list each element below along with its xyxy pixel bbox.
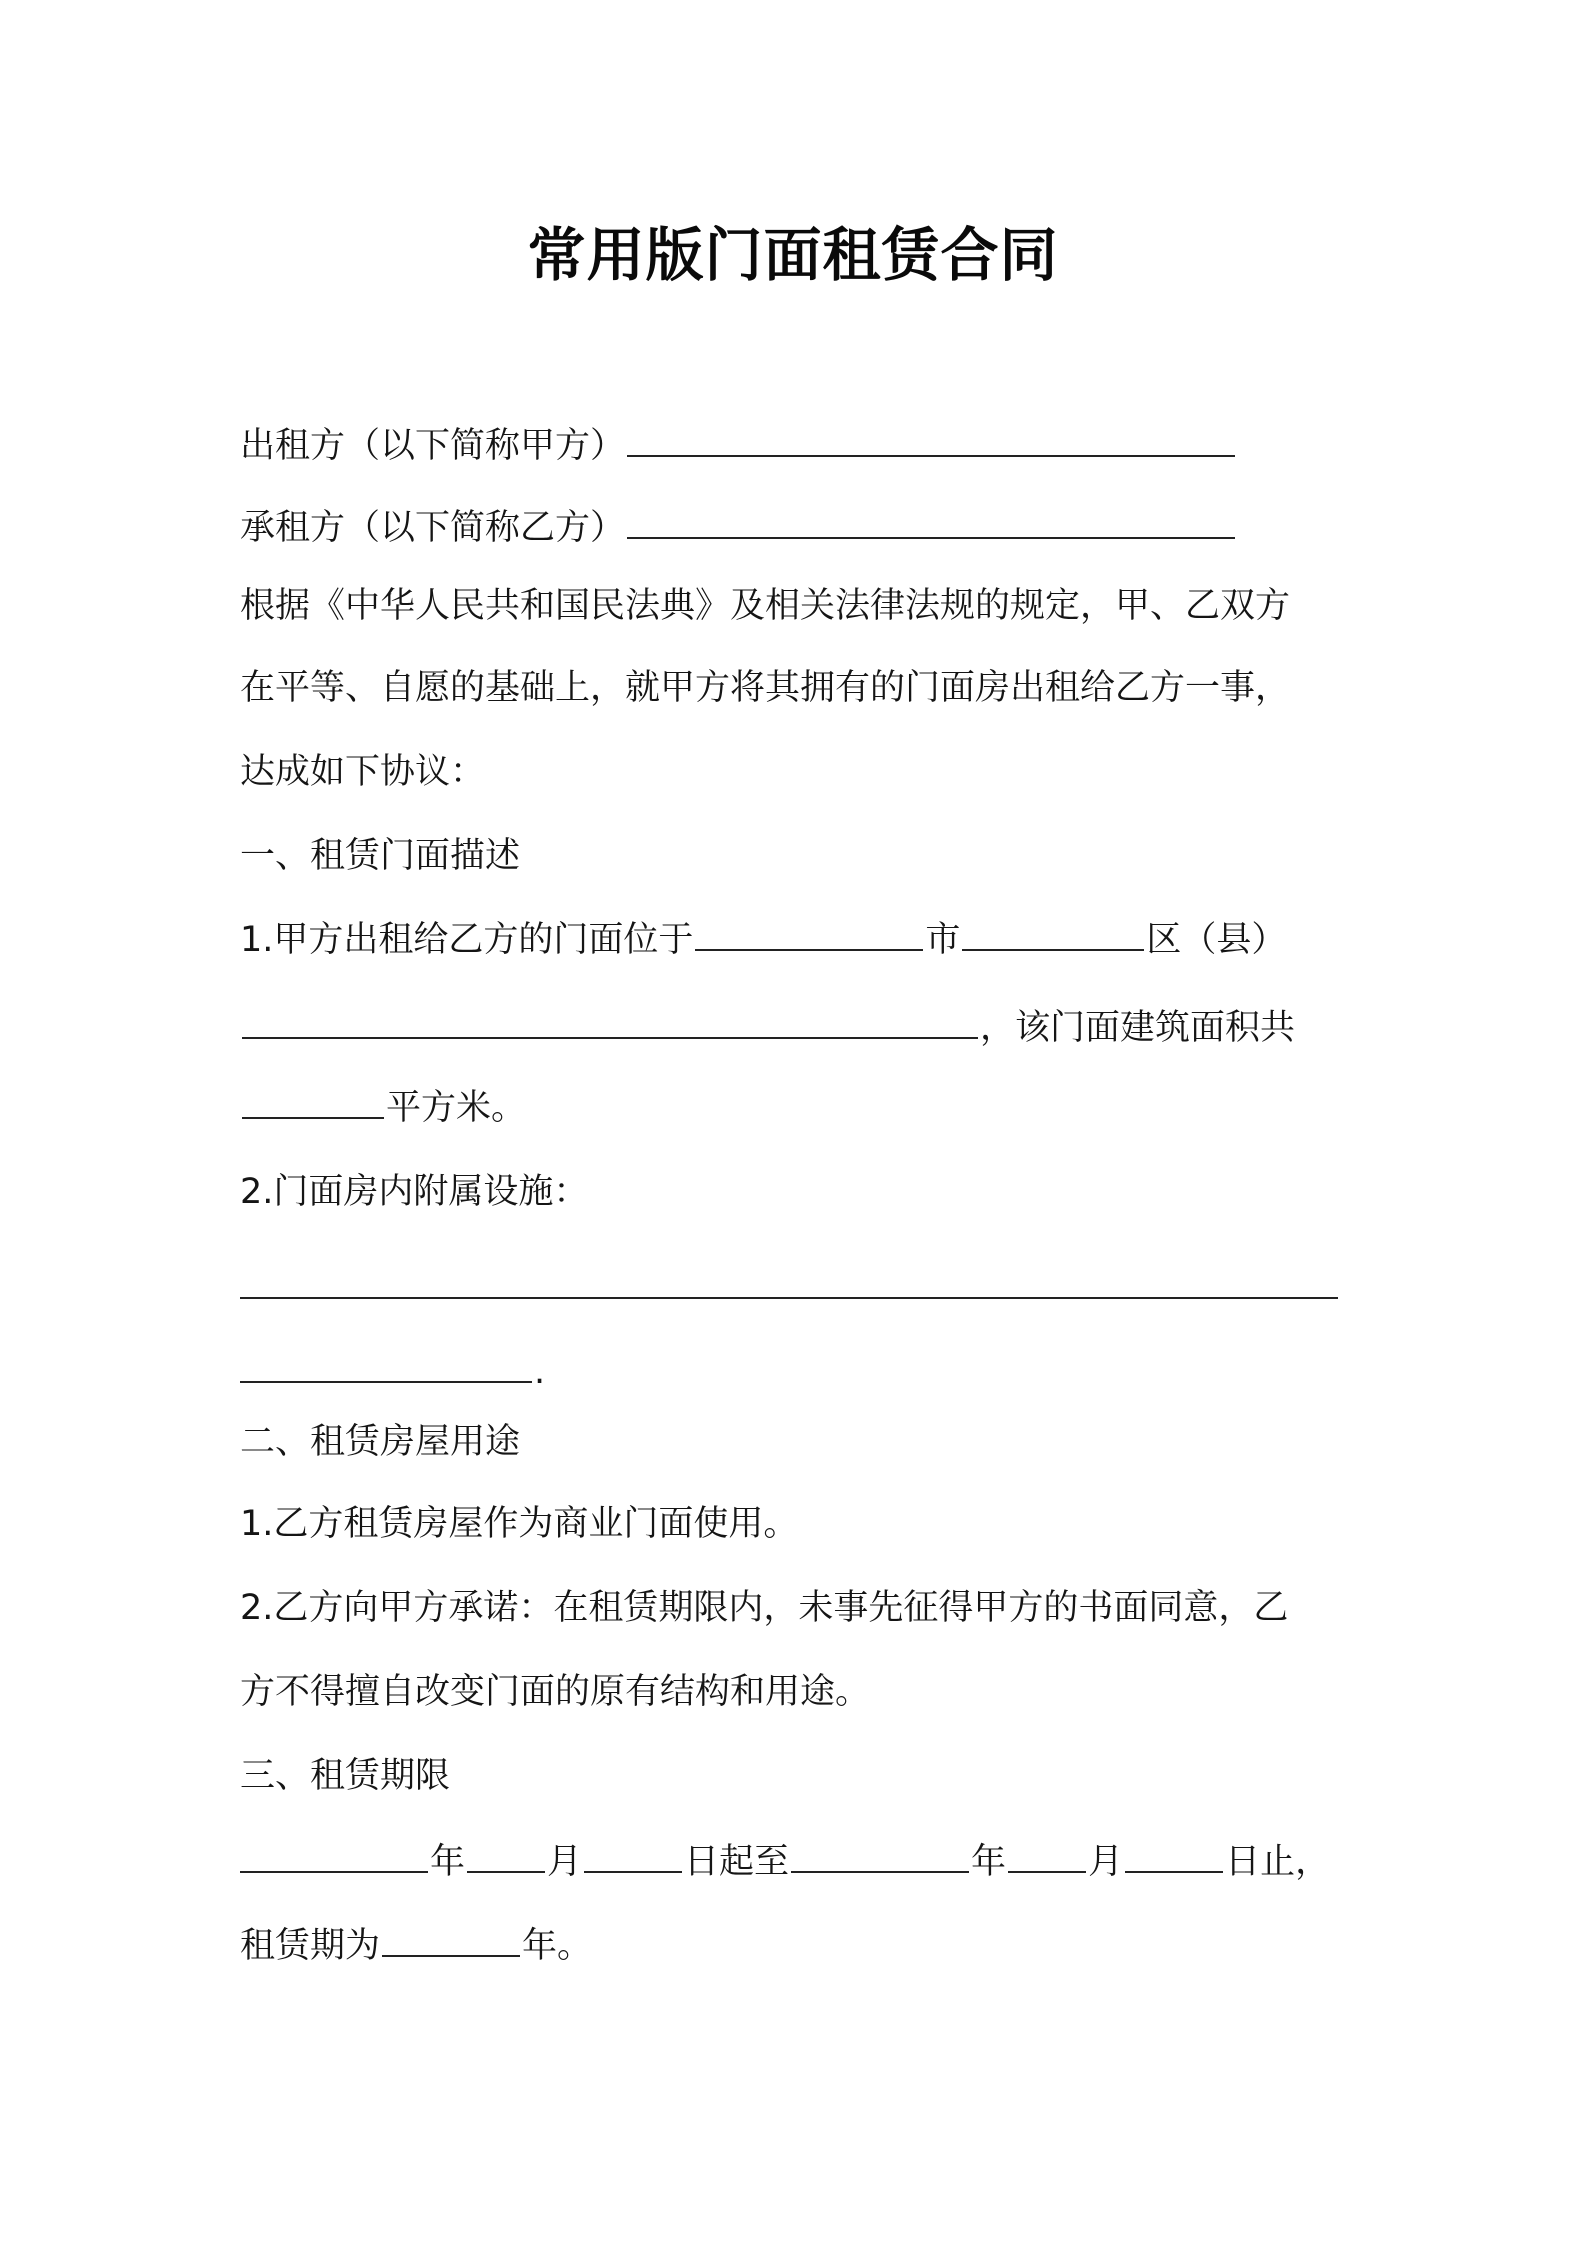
area-unit: 平方米。 [386, 1088, 527, 1128]
facilities-end: . [534, 1352, 546, 1392]
section1-item1-line2 [240, 1006, 1295, 1050]
district-label: 区（县） [1146, 920, 1287, 960]
start-day-label: 日起至 [684, 1842, 790, 1882]
lessor-line [240, 424, 1237, 468]
district-blank[interactable] [962, 919, 1144, 951]
lease-period-prefix: 租赁期为 [240, 1926, 381, 1966]
section1-item1-text: 1.甲方出租给乙方的门面位于 [240, 920, 694, 960]
area-text: ，该门面建筑面积共 [980, 1008, 1296, 1048]
start-year-blank[interactable] [240, 1841, 428, 1873]
end-month-blank[interactable] [1008, 1841, 1086, 1873]
section1-item1-line3 [240, 1086, 526, 1130]
lessee-line [240, 506, 1237, 550]
facilities-line1 [240, 1266, 1340, 1310]
end-day-label: 日止， [1225, 1842, 1331, 1882]
section2-item1: 1.乙方租赁房屋作为商业门面使用。 [240, 1504, 799, 1544]
intro-line-3: 达成如下协议： [240, 752, 486, 792]
facilities-line2 [240, 1350, 545, 1394]
end-day-blank[interactable] [1125, 1841, 1223, 1873]
area-blank[interactable] [242, 1087, 384, 1119]
section1-item2: 2.门面房内附属设施： [240, 1172, 589, 1212]
city-blank[interactable] [695, 919, 923, 951]
end-year-blank[interactable] [791, 1841, 969, 1873]
facilities-blank-2[interactable] [240, 1351, 532, 1383]
city-label: 市 [925, 920, 961, 960]
start-month-label: 月 [547, 1842, 583, 1882]
start-day-blank[interactable] [584, 1841, 682, 1873]
lessee-name-blank[interactable] [627, 507, 1235, 539]
section1-item1-line1 [240, 918, 1286, 962]
lessor-label: 出租方（以下简称甲方） [240, 426, 626, 466]
intro-line-2: 在平等、自愿的基础上，就甲方将其拥有的门面房出租给乙方一事， [240, 668, 1291, 708]
section2-item2-line1: 2.乙方向甲方承诺：在租赁期限内，未事先征得甲方的书面同意，乙 [240, 1588, 1289, 1628]
document-title: 常用版门面租赁合同 [527, 221, 1059, 289]
lessor-name-blank[interactable] [627, 425, 1235, 457]
section1-heading: 一、租赁门面描述 [240, 836, 521, 876]
facilities-blank-1[interactable] [240, 1267, 1338, 1299]
lease-period-suffix: 年。 [522, 1926, 593, 1966]
lease-period-blank[interactable] [382, 1925, 520, 1957]
start-month-blank[interactable] [467, 1841, 545, 1873]
intro-line-1: 根据《中华人民共和国民法典》及相关法律法规的规定，甲、乙双方 [240, 586, 1291, 626]
section2-heading: 二、租赁房屋用途 [240, 1422, 521, 1462]
section2-item2-line2: 方不得擅自改变门面的原有结构和用途。 [240, 1672, 871, 1712]
section3-heading: 三、租赁期限 [240, 1756, 451, 1796]
lease-term-dates [240, 1840, 1330, 1884]
end-month-label: 月 [1088, 1842, 1124, 1882]
address-blank[interactable] [242, 1007, 978, 1039]
lease-period-line [240, 1924, 592, 1968]
lessee-label: 承租方（以下简称乙方） [240, 508, 626, 548]
start-year-label: 年 [430, 1842, 466, 1882]
end-year-label: 年 [971, 1842, 1007, 1882]
